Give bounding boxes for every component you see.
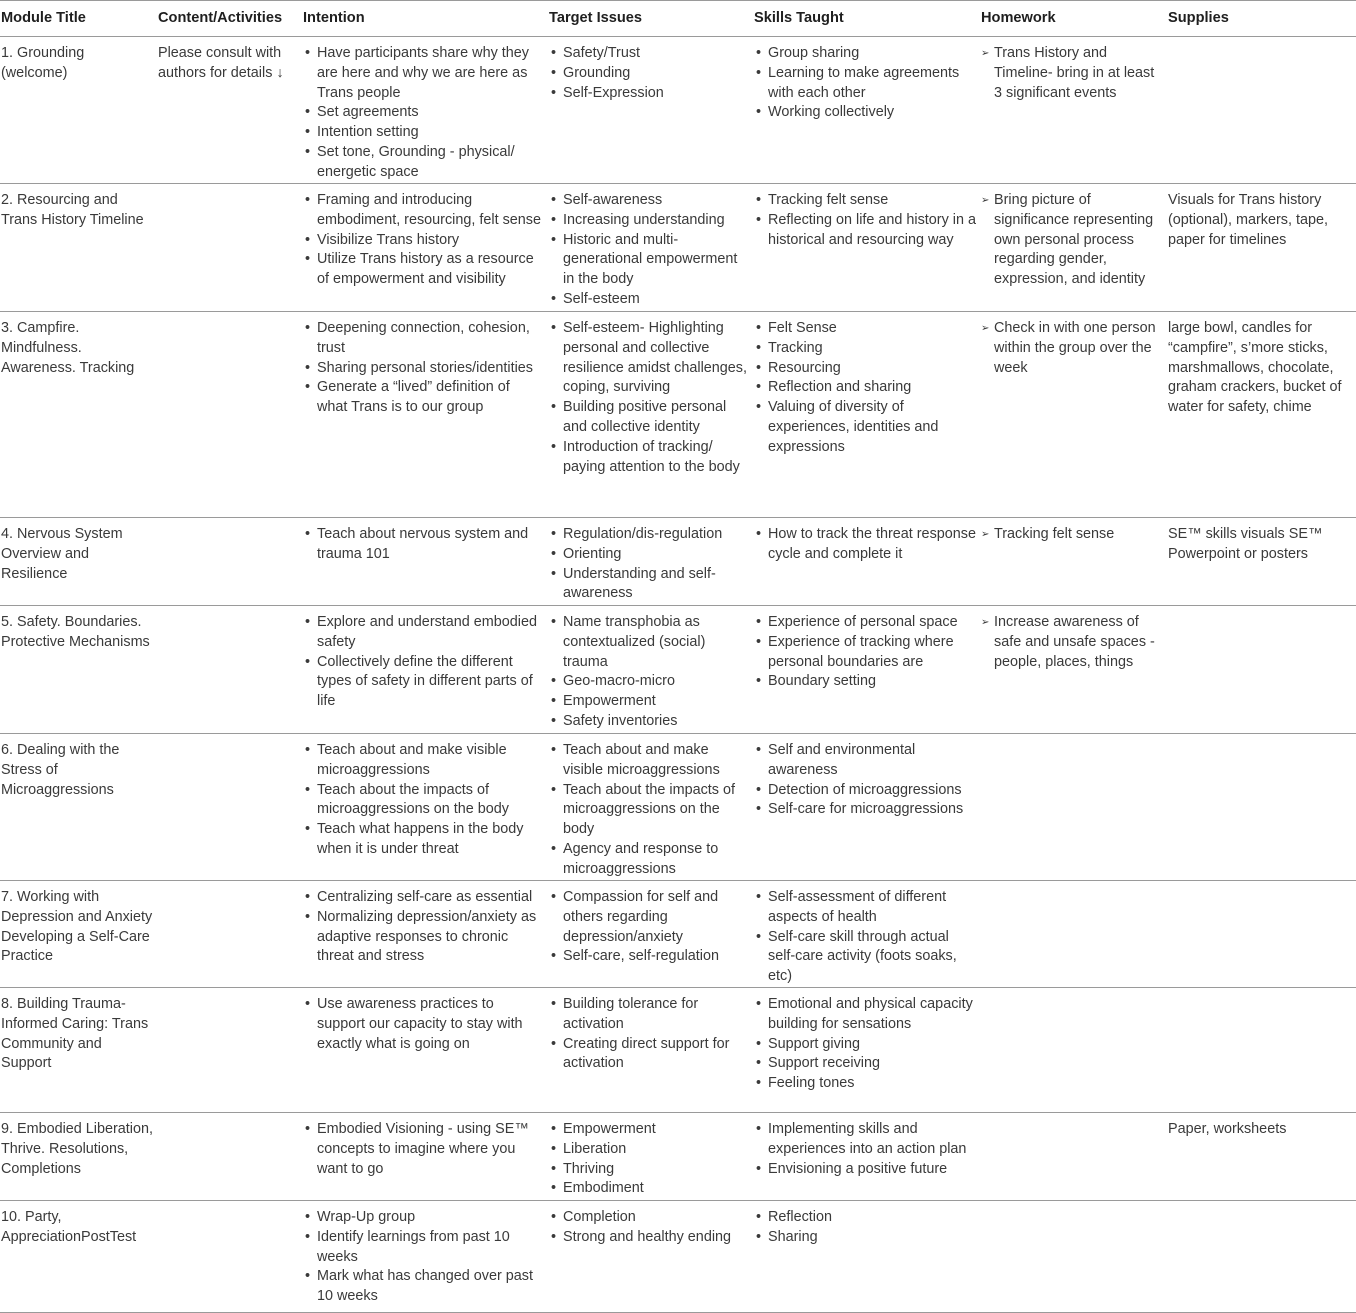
list-item: • Reflecting on life and history in a historical and resourcing way	[754, 211, 976, 251]
list-item: • Increasing understanding	[549, 211, 749, 231]
list-item: • Thriving	[549, 1160, 749, 1180]
list-item: • Sharing personal stories/identities	[303, 359, 544, 379]
homework-cell	[980, 518, 1167, 606]
target-issues-cell-list	[549, 741, 749, 880]
supplies-cell	[1167, 606, 1356, 734]
header-content-activities: Content/Activities	[157, 1, 302, 37]
target-issues-cell-list	[549, 888, 749, 967]
list-item: • Normalizing depression/anxiety as adaptive responses to chronic threat and stress	[303, 908, 544, 967]
list-item: • Compassion for self and others regarding depression/anxiety	[549, 888, 749, 947]
module-title-cell-text: 1. Grounding (welcome)	[1, 45, 85, 81]
intention-cell-list	[303, 613, 544, 712]
skills-cell-list	[754, 191, 976, 250]
list-item: • Historic and multi-generational empowerment in the body	[549, 231, 749, 290]
homework-cell	[980, 1112, 1167, 1200]
table-row	[0, 184, 1356, 312]
homework-cell	[980, 987, 1167, 1112]
list-item: • Completion	[549, 1208, 749, 1228]
table-row	[0, 1112, 1356, 1200]
target-issues-cell-list	[549, 995, 749, 1074]
supplies-cell-text: Visuals for Trans history (optional), markers, tape, paper for timelines	[1168, 192, 1328, 248]
list-item: • Tracking felt sense	[754, 191, 976, 211]
list-item: • Mark what has changed over past 10 weeks	[303, 1267, 544, 1307]
list-item: • Name transphobia as contextualized (social) trauma	[549, 613, 749, 672]
supplies-cell	[1167, 37, 1356, 184]
target-issues-cell	[548, 184, 753, 312]
list-item: • Support giving	[754, 1035, 976, 1055]
intention-cell	[302, 987, 548, 1112]
supplies-cell-text: Paper, worksheets	[1168, 1120, 1287, 1137]
module-title-cell	[0, 37, 157, 184]
list-item: • Teach about nervous system and trauma 101	[303, 525, 544, 565]
intention-cell-list	[303, 525, 544, 565]
list-item: • Framing and introducing embodiment, resourcing, felt sense	[303, 191, 544, 231]
list-item: • Intention setting	[303, 123, 544, 143]
skills-cell	[753, 881, 980, 988]
skills-cell	[753, 518, 980, 606]
list-item: • Wrap-Up group	[303, 1208, 544, 1228]
intention-cell-list	[303, 44, 544, 183]
list-item: • Visibilize Trans history	[303, 231, 544, 251]
list-item: • Utilize Trans history as a resource of empowerment and visibility	[303, 250, 544, 290]
content-cell	[157, 37, 302, 184]
target-issues-cell-list	[549, 191, 749, 310]
list-item: • Agency and response to microaggressions	[549, 840, 749, 880]
homework-cell-list	[981, 191, 1163, 290]
module-title-cell	[0, 734, 157, 881]
intention-cell-list	[303, 888, 544, 967]
list-item: • Self-awareness	[549, 191, 749, 211]
content-cell	[157, 606, 302, 734]
homework-cell	[980, 734, 1167, 881]
list-item: ➢ Check in with one person within the group over the week	[981, 319, 1163, 378]
intention-cell-list	[303, 1120, 544, 1179]
skills-cell	[753, 1200, 980, 1312]
module-title-cell-text: 10. Party, AppreciationPostTest	[1, 1208, 137, 1245]
list-item: • Grounding	[549, 64, 749, 84]
content-cell	[157, 518, 302, 606]
supplies-cell	[1167, 1112, 1356, 1200]
list-item: • Set agreements	[303, 103, 544, 123]
skills-cell-list	[754, 888, 976, 987]
list-item: • Identify learnings from past 10 weeks	[303, 1228, 544, 1268]
supplies-cell	[1167, 312, 1356, 518]
module-title-cell-text: 6. Dealing with the Stress of Microaggressions	[1, 742, 120, 798]
header-skills-taught: Skills Taught	[753, 1, 980, 37]
skills-cell	[753, 1112, 980, 1200]
module-title-cell	[0, 1200, 157, 1312]
intention-cell	[302, 881, 548, 988]
module-title-cell	[0, 987, 157, 1112]
list-item: • Teach about the impacts of microaggressions on the body	[303, 781, 544, 821]
list-item: • Boundary setting	[754, 672, 976, 692]
intention-cell-list	[303, 191, 544, 290]
module-title-cell	[0, 881, 157, 988]
content-cell-text: Please consult with authors for details ↓	[158, 45, 284, 81]
skills-cell	[753, 312, 980, 518]
content-cell	[157, 987, 302, 1112]
module-title-cell-text: 9. Embodied Liberation, Thrive. Resolutions, Completions	[1, 1120, 154, 1177]
table-row	[0, 312, 1356, 518]
module-title-cell	[0, 312, 157, 518]
list-item: • Building tolerance for activation	[549, 995, 749, 1035]
table-row	[0, 606, 1356, 734]
list-item: • Reflection	[754, 1208, 976, 1228]
homework-cell-list	[981, 525, 1163, 545]
list-item: • Self-care, self-regulation	[549, 947, 749, 967]
target-issues-cell-list	[549, 613, 749, 732]
skills-cell-list	[754, 1120, 976, 1179]
list-item: • Experience of personal space	[754, 613, 976, 633]
list-item: • Detection of microaggressions	[754, 781, 976, 801]
supplies-cell-text: SE™ skills visuals SE™ Powerpoint or posters	[1168, 526, 1323, 562]
list-item: • Explore and understand embodied safety	[303, 613, 544, 653]
homework-cell	[980, 37, 1167, 184]
list-item: • Sharing	[754, 1228, 976, 1248]
intention-cell	[302, 37, 548, 184]
supplies-cell	[1167, 184, 1356, 312]
header-intention: Intention	[302, 1, 548, 37]
list-item: • Embodiment	[549, 1179, 749, 1199]
list-item: • Centralizing self-care as essential	[303, 888, 544, 908]
module-title-cell-text: 8. Building Trauma-Informed Caring: Trans Community and Support	[1, 995, 149, 1072]
intention-cell-list	[303, 319, 544, 418]
content-cell	[157, 1200, 302, 1312]
list-item: • Experience of tracking where personal boundaries are	[754, 633, 976, 673]
list-item: ➢ Bring picture of significance representing own personal process regarding gender, expression, and identity	[981, 191, 1163, 290]
supplies-cell	[1167, 1200, 1356, 1312]
list-item: • Safety inventories	[549, 712, 749, 732]
module-title-cell-text: 2. Resourcing and Trans History Timeline	[1, 192, 144, 228]
list-item: • Orienting	[549, 545, 749, 565]
list-item: • Group sharing	[754, 44, 976, 64]
intention-cell	[302, 184, 548, 312]
content-cell	[157, 734, 302, 881]
intention-cell-list	[303, 741, 544, 860]
list-item: • Embodied Visioning - using SE™ concepts to imagine where you want to go	[303, 1120, 544, 1179]
list-item: • Tracking	[754, 339, 976, 359]
homework-cell-list	[981, 613, 1163, 672]
list-item: • Self-Expression	[549, 84, 749, 104]
skills-cell-list	[754, 319, 976, 458]
skills-cell-list	[754, 525, 976, 565]
skills-cell-list	[754, 995, 976, 1094]
list-item: • Support receiving	[754, 1054, 976, 1074]
list-item: • Self-care for microaggressions	[754, 800, 976, 820]
content-cell	[157, 312, 302, 518]
module-title-cell	[0, 184, 157, 312]
list-item: • Have participants share why they are here and why we are here as Trans people	[303, 44, 544, 103]
list-item: • Feeling tones	[754, 1074, 976, 1094]
list-item: • Self-assessment of different aspects of health	[754, 888, 976, 928]
header-row	[0, 1, 1356, 37]
table-row	[0, 37, 1356, 184]
homework-cell-list	[981, 44, 1163, 103]
list-item: • Emotional and physical capacity building for sensations	[754, 995, 976, 1035]
list-item: • Valuing of diversity of experiences, identities and expressions	[754, 398, 976, 457]
list-item: • Resourcing	[754, 359, 976, 379]
module-title-cell-text: 4. Nervous System Overview and Resilience	[1, 526, 123, 582]
skills-cell-list	[754, 44, 976, 123]
supplies-cell	[1167, 881, 1356, 988]
target-issues-cell	[548, 37, 753, 184]
intention-cell	[302, 312, 548, 518]
list-item: • Empowerment	[549, 1120, 749, 1140]
module-title-cell	[0, 606, 157, 734]
module-title-cell	[0, 518, 157, 606]
list-item: • Collectively define the different types of safety in different parts of life	[303, 653, 544, 712]
homework-cell	[980, 881, 1167, 988]
list-item: • Working collectively	[754, 103, 976, 123]
homework-cell	[980, 1200, 1167, 1312]
list-item: • Teach what happens in the body when it is under threat	[303, 820, 544, 860]
list-item: • Empowerment	[549, 692, 749, 712]
skills-cell	[753, 987, 980, 1112]
intention-cell	[302, 518, 548, 606]
intention-cell	[302, 1200, 548, 1312]
list-item: • Self and environmental awareness	[754, 741, 976, 781]
content-cell	[157, 184, 302, 312]
supplies-cell-text: large bowl, candles for “campfire”, s’more sticks, marshmallows, chocolate, graham crackers, bucket of water for safety, chime	[1168, 320, 1342, 416]
list-item: • Learning to make agreements with each other	[754, 64, 976, 104]
list-item: • Reflection and sharing	[754, 378, 976, 398]
target-issues-cell	[548, 606, 753, 734]
intention-cell-list	[303, 995, 544, 1054]
skills-cell	[753, 606, 980, 734]
target-issues-cell	[548, 1112, 753, 1200]
list-item: • Teach about and make visible microaggressions	[303, 741, 544, 781]
list-item: • Strong and healthy ending	[549, 1228, 749, 1248]
list-item: • Understanding and self-awareness	[549, 565, 749, 605]
list-item: • Liberation	[549, 1140, 749, 1160]
list-item: • Use awareness practices to support our capacity to stay with exactly what is going on	[303, 995, 544, 1054]
table-row	[0, 518, 1356, 606]
list-item: • Safety/Trust	[549, 44, 749, 64]
list-item: ➢ Tracking felt sense	[981, 525, 1163, 545]
table-row	[0, 1200, 1356, 1312]
supplies-cell	[1167, 734, 1356, 881]
target-issues-cell-list	[549, 44, 749, 103]
supplies-cell	[1167, 987, 1356, 1112]
header-target-issues: Target Issues	[548, 1, 753, 37]
homework-cell	[980, 184, 1167, 312]
target-issues-cell-list	[549, 1208, 749, 1248]
header-module-title: Module Title	[0, 1, 157, 37]
skills-cell	[753, 37, 980, 184]
table-row	[0, 987, 1356, 1112]
list-item: • Self-esteem- Highlighting personal and collective resilience amidst challenges, coping, surviving	[549, 319, 749, 398]
list-item: ➢ Increase awareness of safe and unsafe spaces - people, places, things	[981, 613, 1163, 672]
table-body	[0, 37, 1356, 1313]
target-issues-cell	[548, 734, 753, 881]
module-title-cell-text: 3. Campfire. Mindfulness. Awareness. Tracking	[1, 320, 135, 376]
target-issues-cell-list	[549, 319, 749, 477]
intention-cell	[302, 734, 548, 881]
list-item: • Self-care skill through actual self-care activity (foots soaks, etc)	[754, 928, 976, 987]
homework-cell	[980, 312, 1167, 518]
target-issues-cell-list	[549, 1120, 749, 1199]
list-item: • Teach about and make visible microaggressions	[549, 741, 749, 781]
skills-cell-list	[754, 741, 976, 820]
list-item: • Self-esteem	[549, 290, 749, 310]
skills-cell-list	[754, 613, 976, 692]
list-item: • Felt Sense	[754, 319, 976, 339]
content-cell	[157, 881, 302, 988]
list-item: • Set tone, Grounding - physical/ energetic space	[303, 143, 544, 183]
target-issues-cell	[548, 881, 753, 988]
skills-cell	[753, 734, 980, 881]
target-issues-cell	[548, 987, 753, 1112]
list-item: • Envisioning a positive future	[754, 1160, 976, 1180]
list-item: • Implementing skills and experiences into an action plan	[754, 1120, 976, 1160]
list-item: • Regulation/dis-regulation	[549, 525, 749, 545]
header-supplies: Supplies	[1167, 1, 1356, 37]
skills-cell	[753, 184, 980, 312]
list-item: • Deepening connection, cohesion, trust	[303, 319, 544, 359]
intention-cell-list	[303, 1208, 544, 1307]
list-item: ➢ Trans History and Timeline- bring in at least 3 significant events	[981, 44, 1163, 103]
list-item: • How to track the threat response cycle and complete it	[754, 525, 976, 565]
module-title-cell	[0, 1112, 157, 1200]
target-issues-cell	[548, 518, 753, 606]
module-title-cell-text: 7. Working with Depression and Anxiety Developing a Self-Care Practice	[1, 889, 153, 965]
intention-cell	[302, 1112, 548, 1200]
list-item: • Building positive personal and collective identity	[549, 398, 749, 438]
table-row	[0, 881, 1356, 988]
table-row	[0, 734, 1356, 881]
list-item: • Geo-macro-micro	[549, 672, 749, 692]
homework-cell	[980, 606, 1167, 734]
intention-cell	[302, 606, 548, 734]
skills-cell-list	[754, 1208, 976, 1248]
list-item: • Generate a “lived” definition of what Trans is to our group	[303, 378, 544, 418]
content-cell	[157, 1112, 302, 1200]
supplies-cell	[1167, 518, 1356, 606]
target-issues-cell	[548, 312, 753, 518]
module-title-cell-text: 5. Safety. Boundaries. Protective Mechanisms	[1, 614, 150, 650]
target-issues-cell	[548, 1200, 753, 1312]
list-item: • Creating direct support for activation	[549, 1035, 749, 1075]
list-item: • Introduction of tracking/ paying attention to the body	[549, 438, 749, 478]
homework-cell-list	[981, 319, 1163, 378]
target-issues-cell-list	[549, 525, 749, 604]
list-item: • Teach about the impacts of microaggressions on the body	[549, 781, 749, 840]
header-homework: Homework	[980, 1, 1167, 37]
